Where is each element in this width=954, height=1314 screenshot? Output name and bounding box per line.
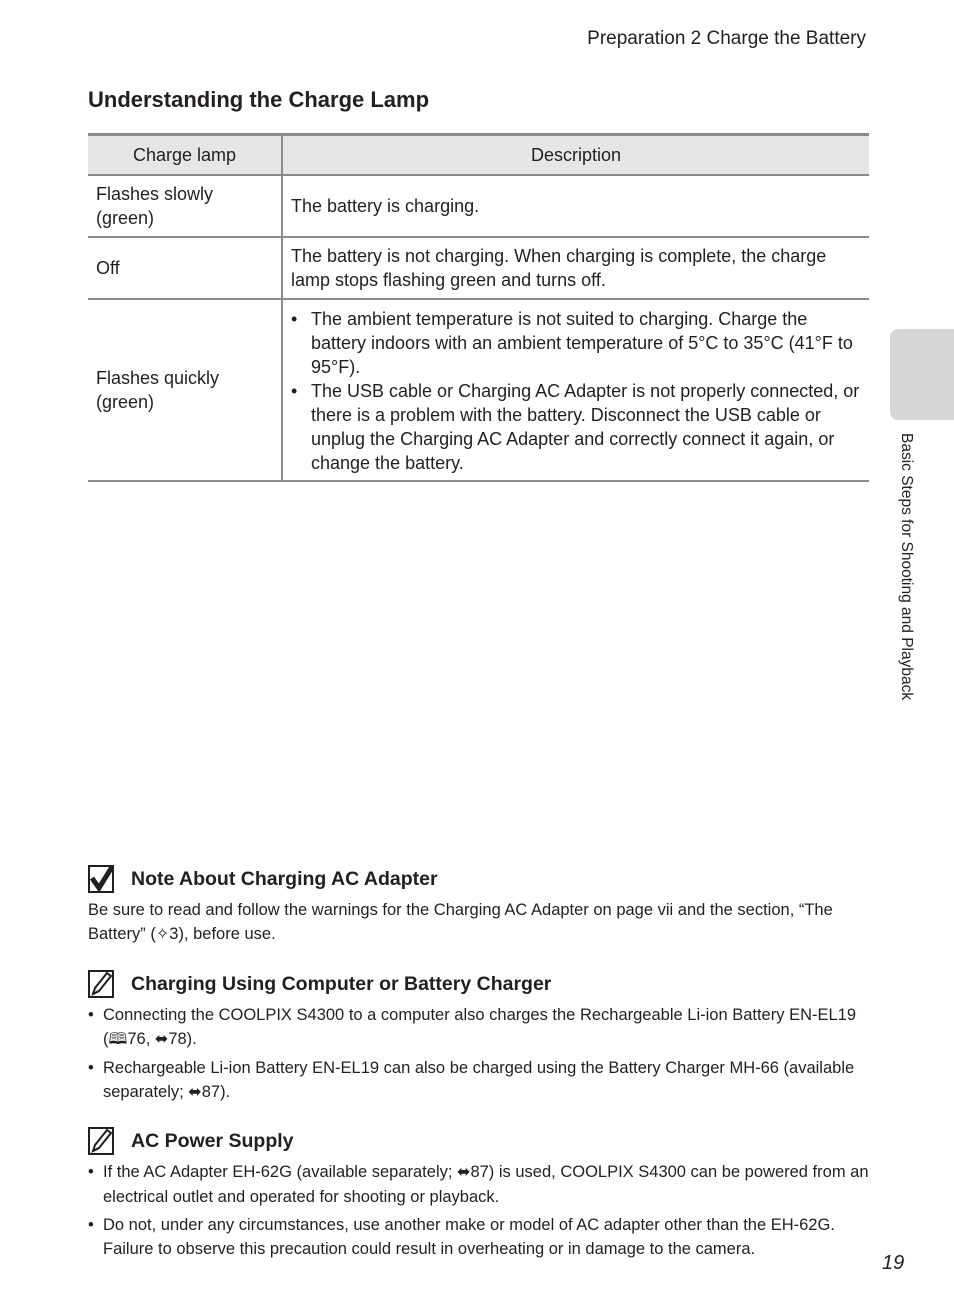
column-header-description: Description: [282, 135, 869, 176]
table-header-row: [88, 135, 869, 176]
description-cell: [282, 299, 869, 481]
list-item: • The ambient temperature is not suited to charging. Charge the battery indoors with an ambient temperature of 5°C to 35°C (41°F to 95°F).: [311, 307, 861, 379]
column-header-charge-lamp: Charge lamp: [88, 135, 282, 176]
description-cell: The battery is not charging. When charging is complete, the charge lamp stops flashing green and turns off.: [282, 237, 869, 299]
note-title: Charging Using Computer or Battery Charger: [131, 972, 552, 995]
section-title: Understanding the Charge Lamp: [88, 87, 430, 112]
pencil-icon: [88, 970, 114, 998]
list-item: • The USB cable or Charging AC Adapter is not properly connected, or there is a problem with the battery. Disconnect the USB cable or unplug the Charging AC Adapter and correctly connect it again, or change the battery.: [311, 379, 861, 475]
list-item: • Connecting the COOLPIX S4300 to a computer also charges the Rechargeable Li-ion Battery EN-EL19 (🕮76, ⬌78).: [103, 1003, 878, 1052]
pencil-icon: [88, 1127, 114, 1155]
note-title: Note About Charging AC Adapter: [131, 867, 438, 890]
chapter-side-label: Basic Steps for Shooting and Playback: [898, 433, 915, 701]
description-cell: The battery is charging.: [282, 175, 869, 237]
running-header: Preparation 2 Charge the Battery: [587, 28, 866, 49]
list-item: • Do not, under any circumstances, use another make or model of AC adapter other than the EH-62G. Failure to observe this precaution could result in overheating or in damage to the camera.: [103, 1213, 878, 1261]
checkmark-icon: [88, 865, 114, 893]
table-row: [88, 175, 869, 237]
chapter-tab: [890, 329, 954, 420]
lamp-cell: Flashes slowly (green): [88, 175, 282, 237]
list-item: • If the AC Adapter EH-62G (available separately; ⬌87) is used, COOLPIX S4300 can be powered from an electrical outlet and operated for shooting or playback.: [103, 1160, 878, 1209]
note-body: Be sure to read and follow the warnings for the Charging AC Adapter on page vii and the section, “The Battery” (✧3), before use.: [88, 901, 833, 943]
description-bullet-list: [291, 307, 861, 475]
page-number: 19: [882, 1252, 905, 1274]
table-row: [88, 299, 869, 481]
table-row: [88, 237, 869, 299]
note-charging-computer-charger: [88, 969, 878, 1109]
reference-section-icon: ⬌: [457, 1164, 471, 1181]
note-bullet-list: [88, 1003, 878, 1105]
book-icon: 🕮: [108, 1031, 128, 1048]
reference-section-icon: ⬌: [154, 1031, 169, 1048]
note-charging-ac-adapter: [88, 864, 878, 947]
lamp-cell: Flashes quickly (green): [88, 299, 282, 481]
note-title: AC Power Supply: [131, 1129, 294, 1152]
note-bullet-list: [88, 1160, 878, 1261]
note-ac-power-supply: [88, 1126, 878, 1265]
reference-section-icon: ⬌: [188, 1084, 202, 1101]
reference-icon: ✧: [155, 926, 170, 943]
lamp-cell: Off: [88, 237, 282, 299]
charge-lamp-table: [88, 133, 869, 482]
list-item: • Rechargeable Li-ion Battery EN-EL19 can also be charged using the Battery Charger MH-66 (available separately; ⬌87).: [103, 1056, 878, 1105]
